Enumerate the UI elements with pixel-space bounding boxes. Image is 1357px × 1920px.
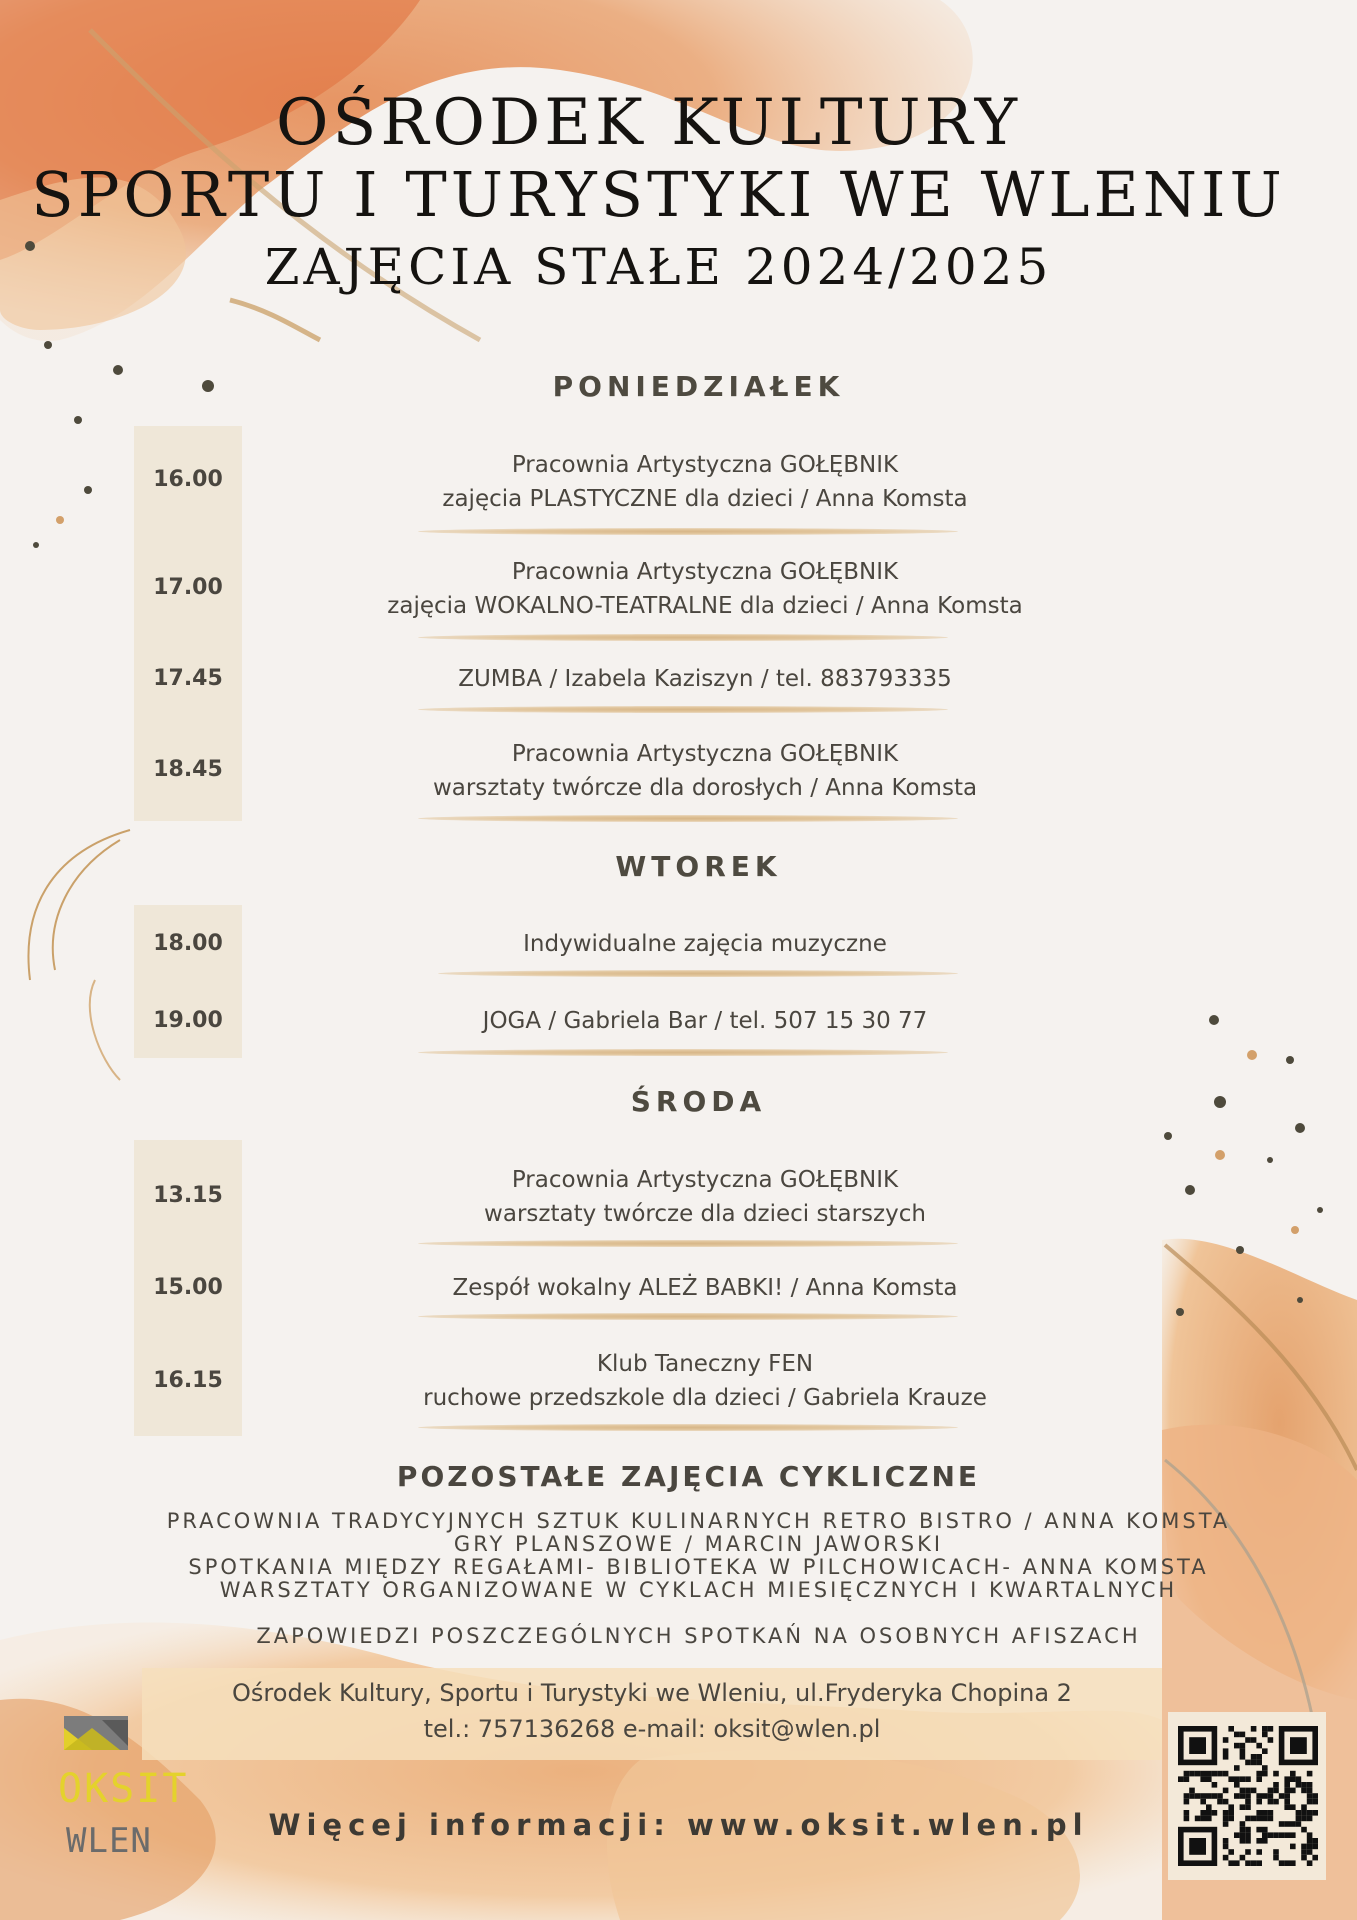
divider [418,1049,948,1056]
entry-line-2: zajęcia PLASTYCZNE dla dzieci / Anna Komsta [442,486,968,512]
time-label: 18.00 [153,931,223,956]
website-info[interactable]: Więcej informacji: www.oksit.wlen.pl [268,1808,1089,1842]
schedule-entry [300,1004,1110,1038]
day-heading-wednesday: ŚRODA [630,1085,767,1118]
other-activity-item: PRACOWNIA TRADYCYJNYCH SZTUK KULINARNYCH RETRO BISTRO / ANNA KOMSTA [166,1509,1231,1533]
time-label: 17.00 [153,575,223,600]
schedule-entry [300,1271,1110,1305]
entry-line-1: Klub Taneczny FEN [596,1351,814,1377]
divider [438,970,958,977]
schedule-entry [300,1163,1110,1231]
schedule-entry [300,662,1110,696]
schedule-entry [300,1347,1110,1415]
entry-line-1: Pracownia Artystyczna GOŁĘBNIK [511,559,899,585]
divider [418,815,958,822]
day-heading-tuesday: WTOREK [615,850,782,883]
qr-code-icon [1168,1712,1326,1880]
time-column-tuesday [134,905,242,1058]
time-label: 17.45 [153,666,223,691]
entry-line-1: ZUMBA / Izabela Kaziszyn / tel. 883793335 [458,666,952,692]
title-line-3: ZAJĘCIA STAŁE 2024/2025 [264,238,1053,296]
entry-line-2: warsztaty twórcze dla dzieci starszych [484,1201,926,1227]
time-label: 13.15 [153,1183,223,1208]
day-heading-monday: PONIEDZIAŁEK [552,370,845,403]
entry-line-1: JOGA / Gabriela Bar / tel. 507 15 30 77 [482,1008,928,1034]
divider [418,706,948,713]
entry-line-1: Indywidualne zajęcia muzyczne [523,931,887,957]
divider [418,634,948,641]
time-label: 16.00 [153,467,223,492]
schedule-entry [300,737,1110,805]
entry-line-1: Pracownia Artystyczna GOŁĘBNIK [511,452,899,478]
divider [418,1424,958,1431]
logo-text-wlen: WLEN [66,1821,152,1861]
divider [418,1240,958,1247]
title-line-1: OŚRODEK KULTURY [276,86,1021,160]
other-activity-item: GRY PLANSZOWE / MARCIN JAWORSKI [453,1532,944,1556]
schedule-entry [300,555,1110,623]
time-label: 19.00 [153,1008,223,1033]
title-line-2: SPORTU I TURYSTYKI WE WLENIU [31,158,1286,231]
logo-text-oksit: OKSIT [58,1766,189,1812]
schedule-entry [300,448,1110,516]
other-activities-heading: POZOSTAŁE ZAJĘCIA CYKLICZNE [396,1460,981,1493]
other-activity-item: WARSZTATY ORGANIZOWANE W CYKLACH MIESIĘCZNYCH I KWARTALNYCH [219,1578,1178,1602]
divider [418,528,958,535]
time-label: 18.45 [153,757,223,782]
time-label: 15.00 [153,1275,223,1300]
schedule-entry [300,927,1110,961]
divider [418,1313,958,1320]
announcement-note: ZAPOWIEDZI POSZCZEGÓLNYCH SPOTKAŃ NA OSOBNYCH AFISZACH [256,1624,1141,1648]
entry-line-1: Pracownia Artystyczna GOŁĘBNIK [511,1167,899,1193]
entry-line-2: warsztaty twórcze dla dorosłych / Anna Komsta [432,775,978,801]
oksit-logo [58,1716,189,1876]
qr-code[interactable] [1168,1712,1326,1880]
address-text: Ośrodek Kultury, Sportu i Turystyki we Wleniu, ul.Fryderyka Chopina 2 [232,1679,1072,1707]
contact-text: tel.: 757136268 e-mail: oksit@wlen.pl [423,1715,881,1743]
entry-line-2: zajęcia WOKALNO-TEATRALNE dla dzieci / Anna Komsta [387,593,1023,619]
entry-line-1: Zespół wokalny ALEŻ BABKI! / Anna Komsta [452,1275,958,1301]
entry-line-1: Pracownia Artystyczna GOŁĘBNIK [511,741,899,767]
entry-line-2: ruchowe przedszkole dla dzieci / Gabriela Krauze [423,1385,987,1411]
other-activity-item: SPOTKANIA MIĘDZY REGAŁAMI- BIBLIOTEKA W PILCHOWICACH- ANNA KOMSTA [188,1555,1209,1579]
time-label: 16.15 [153,1368,223,1393]
